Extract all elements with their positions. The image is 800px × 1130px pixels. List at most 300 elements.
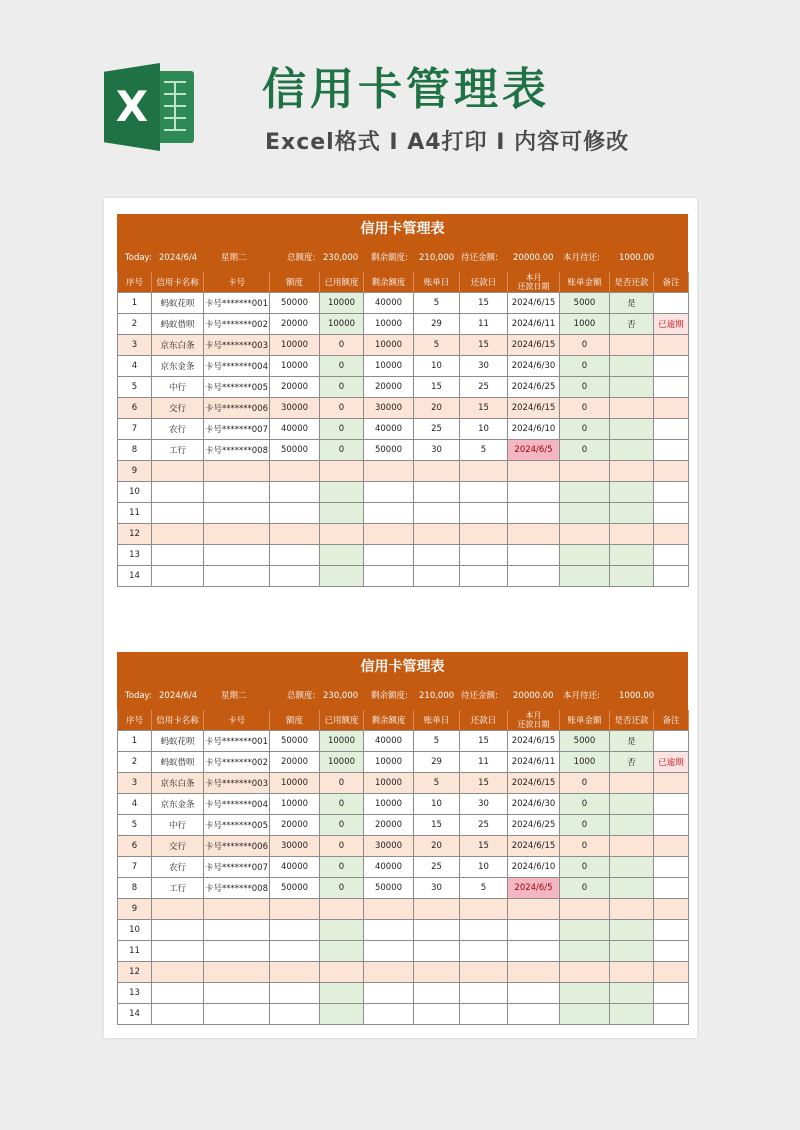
table-cell[interactable] <box>270 566 320 587</box>
table-cell[interactable]: 15 <box>460 836 508 857</box>
table-cell[interactable] <box>508 503 560 524</box>
table-cell[interactable] <box>460 482 508 503</box>
table-cell[interactable] <box>414 983 460 1004</box>
table-cell[interactable]: 卡号*******003 <box>204 773 270 794</box>
row-index-cell[interactable]: 10 <box>118 920 152 941</box>
row-index-cell[interactable]: 6 <box>118 836 152 857</box>
table-cell[interactable]: 0 <box>320 419 364 440</box>
table-cell[interactable] <box>364 545 414 566</box>
table-cell[interactable]: 2024/6/15 <box>508 731 560 752</box>
table-cell[interactable]: 10000 <box>364 794 414 815</box>
row-index-cell[interactable]: 12 <box>118 524 152 545</box>
table-cell[interactable] <box>654 419 689 440</box>
table-cell[interactable]: 30000 <box>364 398 414 419</box>
table-cell[interactable]: 交行 <box>152 398 204 419</box>
table-cell[interactable] <box>610 773 654 794</box>
table-cell[interactable]: 中行 <box>152 815 204 836</box>
table-cell[interactable]: 蚂蚁借呗 <box>152 314 204 335</box>
table-cell[interactable]: 0 <box>560 419 610 440</box>
table-cell[interactable] <box>460 566 508 587</box>
table-cell[interactable] <box>414 962 460 983</box>
table-cell[interactable]: 卡号*******005 <box>204 377 270 398</box>
table-cell[interactable]: 30000 <box>270 398 320 419</box>
row-index-cell[interactable]: 14 <box>118 1004 152 1025</box>
table-cell[interactable] <box>654 1004 689 1025</box>
table-cell[interactable]: 50000 <box>270 293 320 314</box>
row-index-cell[interactable]: 8 <box>118 440 152 461</box>
table-cell[interactable]: 0 <box>320 356 364 377</box>
row-index-cell[interactable]: 8 <box>118 878 152 899</box>
table-cell[interactable]: 1000 <box>560 752 610 773</box>
table-cell[interactable] <box>560 899 610 920</box>
table-cell[interactable] <box>460 503 508 524</box>
table-cell[interactable]: 2024/6/11 <box>508 752 560 773</box>
table-cell[interactable]: 工行 <box>152 440 204 461</box>
table-cell[interactable] <box>654 398 689 419</box>
table-cell[interactable] <box>204 983 270 1004</box>
table-cell[interactable] <box>654 503 689 524</box>
table-cell[interactable] <box>560 920 610 941</box>
table-cell[interactable] <box>414 566 460 587</box>
table-cell[interactable] <box>610 524 654 545</box>
row-index-cell[interactable]: 7 <box>118 419 152 440</box>
table-cell[interactable] <box>610 794 654 815</box>
table-cell[interactable]: 蚂蚁花呗 <box>152 293 204 314</box>
table-cell[interactable]: 2024/6/15 <box>508 836 560 857</box>
table-cell[interactable] <box>414 899 460 920</box>
row-index-cell[interactable]: 14 <box>118 566 152 587</box>
table-cell[interactable] <box>270 482 320 503</box>
table-cell[interactable] <box>270 983 320 1004</box>
table-cell[interactable]: 29 <box>414 314 460 335</box>
table-cell[interactable]: 20000 <box>364 815 414 836</box>
table-cell[interactable] <box>654 545 689 566</box>
table-cell[interactable] <box>414 482 460 503</box>
table-cell[interactable]: 10000 <box>364 773 414 794</box>
table-cell[interactable]: 50000 <box>270 878 320 899</box>
table-cell[interactable] <box>204 545 270 566</box>
row-index-cell[interactable]: 12 <box>118 962 152 983</box>
table-cell[interactable] <box>610 962 654 983</box>
table-cell[interactable] <box>320 920 364 941</box>
row-index-cell[interactable]: 9 <box>118 899 152 920</box>
table-cell[interactable]: 15 <box>460 293 508 314</box>
table-cell[interactable]: 10000 <box>364 752 414 773</box>
table-cell[interactable] <box>320 899 364 920</box>
table-cell[interactable] <box>320 962 364 983</box>
table-cell[interactable] <box>654 293 689 314</box>
table-cell[interactable] <box>270 920 320 941</box>
table-cell[interactable]: 卡号*******008 <box>204 878 270 899</box>
table-cell[interactable] <box>460 545 508 566</box>
table-cell[interactable] <box>364 461 414 482</box>
table-cell[interactable]: 30 <box>414 878 460 899</box>
table-cell[interactable]: 40000 <box>270 419 320 440</box>
table-cell[interactable]: 京东白条 <box>152 773 204 794</box>
table-cell[interactable] <box>320 983 364 1004</box>
table-cell[interactable]: 10000 <box>270 773 320 794</box>
table-cell[interactable]: 40000 <box>364 857 414 878</box>
table-cell[interactable] <box>414 941 460 962</box>
table-cell[interactable]: 2024/6/15 <box>508 773 560 794</box>
table-cell[interactable] <box>204 899 270 920</box>
row-index-cell[interactable]: 3 <box>118 773 152 794</box>
table-cell[interactable]: 卡号*******006 <box>204 398 270 419</box>
table-cell[interactable] <box>364 920 414 941</box>
table-cell[interactable]: 0 <box>320 377 364 398</box>
table-cell[interactable] <box>508 482 560 503</box>
table-cell[interactable]: 20000 <box>270 752 320 773</box>
table-cell[interactable] <box>654 335 689 356</box>
table-cell[interactable]: 30 <box>414 440 460 461</box>
table-cell[interactable] <box>610 419 654 440</box>
table-cell[interactable]: 0 <box>560 794 610 815</box>
table-cell[interactable] <box>364 941 414 962</box>
table-cell[interactable]: 0 <box>320 398 364 419</box>
table-cell[interactable] <box>610 920 654 941</box>
table-cell[interactable] <box>152 941 204 962</box>
table-cell[interactable]: 京东白条 <box>152 335 204 356</box>
table-cell[interactable]: 卡号*******005 <box>204 815 270 836</box>
table-cell[interactable] <box>152 899 204 920</box>
table-cell[interactable]: 5 <box>414 293 460 314</box>
table-cell[interactable] <box>560 503 610 524</box>
table-cell[interactable] <box>508 920 560 941</box>
table-cell[interactable] <box>204 962 270 983</box>
table-cell[interactable]: 10000 <box>320 293 364 314</box>
table-cell[interactable] <box>560 983 610 1004</box>
table-cell[interactable] <box>204 920 270 941</box>
table-cell[interactable] <box>654 794 689 815</box>
table-cell[interactable]: 卡号*******008 <box>204 440 270 461</box>
table-cell[interactable] <box>320 941 364 962</box>
table-cell[interactable] <box>560 1004 610 1025</box>
table-cell[interactable]: 蚂蚁借呗 <box>152 752 204 773</box>
table-cell[interactable]: 交行 <box>152 836 204 857</box>
table-cell[interactable]: 卡号*******002 <box>204 752 270 773</box>
table-cell[interactable] <box>364 1004 414 1025</box>
table-cell[interactable] <box>364 962 414 983</box>
table-cell[interactable]: 20000 <box>270 314 320 335</box>
table-cell[interactable]: 已逾期 <box>654 752 689 773</box>
table-cell[interactable] <box>152 566 204 587</box>
table-cell[interactable]: 5 <box>414 731 460 752</box>
table-cell[interactable] <box>560 545 610 566</box>
table-cell[interactable]: 卡号*******007 <box>204 857 270 878</box>
table-cell[interactable]: 15 <box>414 377 460 398</box>
table-cell[interactable] <box>654 377 689 398</box>
table-cell[interactable] <box>320 503 364 524</box>
table-cell[interactable]: 2024/6/10 <box>508 419 560 440</box>
table-cell[interactable] <box>320 566 364 587</box>
table-cell[interactable] <box>560 566 610 587</box>
table-cell[interactable] <box>610 440 654 461</box>
table-cell[interactable] <box>320 524 364 545</box>
table-cell[interactable] <box>654 482 689 503</box>
table-cell[interactable]: 10000 <box>270 335 320 356</box>
table-cell[interactable] <box>152 461 204 482</box>
table-cell[interactable] <box>460 920 508 941</box>
table-cell[interactable] <box>508 545 560 566</box>
table-cell[interactable] <box>152 983 204 1004</box>
table-cell[interactable]: 工行 <box>152 878 204 899</box>
table-cell[interactable] <box>270 545 320 566</box>
table-cell[interactable] <box>654 836 689 857</box>
table-cell[interactable] <box>460 524 508 545</box>
table-cell[interactable] <box>460 1004 508 1025</box>
table-cell[interactable] <box>610 836 654 857</box>
table-cell[interactable] <box>610 1004 654 1025</box>
table-cell[interactable]: 40000 <box>270 857 320 878</box>
row-index-cell[interactable]: 5 <box>118 815 152 836</box>
table-cell[interactable] <box>560 941 610 962</box>
table-cell[interactable]: 30000 <box>364 836 414 857</box>
table-cell[interactable] <box>610 878 654 899</box>
table-cell[interactable]: 是 <box>610 293 654 314</box>
table-cell[interactable] <box>152 545 204 566</box>
table-cell[interactable] <box>610 377 654 398</box>
table-cell[interactable]: 卡号*******004 <box>204 356 270 377</box>
table-cell[interactable]: 卡号*******002 <box>204 314 270 335</box>
table-cell[interactable]: 2024/6/10 <box>508 857 560 878</box>
table-cell[interactable] <box>270 503 320 524</box>
table-cell[interactable] <box>508 983 560 1004</box>
table-cell[interactable]: 15 <box>460 731 508 752</box>
table-cell[interactable]: 15 <box>460 773 508 794</box>
table-cell[interactable] <box>364 524 414 545</box>
table-cell[interactable]: 50000 <box>364 440 414 461</box>
table-cell[interactable]: 2024/6/15 <box>508 398 560 419</box>
table-cell[interactable] <box>610 857 654 878</box>
table-cell[interactable]: 卡号*******004 <box>204 794 270 815</box>
table-cell[interactable]: 0 <box>560 878 610 899</box>
table-cell[interactable]: 10 <box>460 857 508 878</box>
table-cell[interactable] <box>654 440 689 461</box>
table-cell[interactable]: 29 <box>414 752 460 773</box>
table-cell[interactable]: 农行 <box>152 857 204 878</box>
table-cell[interactable]: 0 <box>560 857 610 878</box>
table-cell[interactable] <box>460 461 508 482</box>
table-cell[interactable]: 25 <box>414 857 460 878</box>
row-index-cell[interactable]: 5 <box>118 377 152 398</box>
table-cell[interactable] <box>654 899 689 920</box>
table-cell[interactable] <box>610 398 654 419</box>
table-cell[interactable] <box>610 335 654 356</box>
table-cell[interactable] <box>508 524 560 545</box>
table-cell[interactable] <box>204 461 270 482</box>
table-cell[interactable] <box>654 920 689 941</box>
table-cell[interactable] <box>508 962 560 983</box>
table-cell[interactable]: 20000 <box>270 815 320 836</box>
table-cell[interactable] <box>610 815 654 836</box>
row-index-cell[interactable]: 11 <box>118 503 152 524</box>
table-cell[interactable]: 10000 <box>320 731 364 752</box>
table-cell[interactable] <box>610 899 654 920</box>
table-cell[interactable] <box>610 482 654 503</box>
table-cell[interactable] <box>204 566 270 587</box>
table-cell[interactable]: 2024/6/25 <box>508 377 560 398</box>
table-cell[interactable]: 15 <box>460 398 508 419</box>
table-cell[interactable] <box>204 482 270 503</box>
table-cell[interactable] <box>152 1004 204 1025</box>
table-cell[interactable]: 卡号*******007 <box>204 419 270 440</box>
table-cell[interactable] <box>270 1004 320 1025</box>
table-cell[interactable] <box>414 1004 460 1025</box>
table-cell[interactable] <box>364 566 414 587</box>
row-index-cell[interactable]: 9 <box>118 461 152 482</box>
table-cell[interactable]: 卡号*******003 <box>204 335 270 356</box>
table-cell[interactable] <box>364 983 414 1004</box>
table-cell[interactable]: 15 <box>460 335 508 356</box>
table-cell[interactable]: 20 <box>414 836 460 857</box>
table-cell[interactable]: 30 <box>460 794 508 815</box>
table-cell[interactable]: 40000 <box>364 731 414 752</box>
table-cell[interactable]: 2024/6/15 <box>508 335 560 356</box>
table-cell[interactable] <box>460 962 508 983</box>
table-cell[interactable] <box>610 545 654 566</box>
table-cell[interactable]: 0 <box>560 440 610 461</box>
table-cell[interactable]: 10000 <box>364 314 414 335</box>
table-cell[interactable] <box>654 962 689 983</box>
table-cell[interactable] <box>654 731 689 752</box>
table-cell[interactable]: 20 <box>414 398 460 419</box>
table-cell[interactable] <box>460 899 508 920</box>
table-cell[interactable]: 0 <box>320 836 364 857</box>
table-cell[interactable] <box>654 857 689 878</box>
table-cell[interactable]: 5 <box>414 773 460 794</box>
table-cell[interactable]: 25 <box>460 815 508 836</box>
table-cell[interactable]: 农行 <box>152 419 204 440</box>
table-cell[interactable] <box>654 356 689 377</box>
table-cell[interactable]: 5 <box>460 878 508 899</box>
table-cell[interactable]: 0 <box>560 815 610 836</box>
table-cell[interactable] <box>414 524 460 545</box>
table-cell[interactable]: 0 <box>560 398 610 419</box>
table-cell[interactable] <box>610 566 654 587</box>
table-cell[interactable]: 10 <box>414 794 460 815</box>
table-cell[interactable] <box>204 503 270 524</box>
table-cell[interactable] <box>460 983 508 1004</box>
table-cell[interactable] <box>364 503 414 524</box>
row-index-cell[interactable]: 3 <box>118 335 152 356</box>
table-cell[interactable]: 0 <box>560 356 610 377</box>
table-cell[interactable]: 10000 <box>364 356 414 377</box>
table-cell[interactable]: 0 <box>560 377 610 398</box>
table-cell[interactable]: 蚂蚁花呗 <box>152 731 204 752</box>
table-cell[interactable]: 京东金条 <box>152 794 204 815</box>
table-cell[interactable] <box>508 899 560 920</box>
table-cell[interactable] <box>654 878 689 899</box>
table-cell[interactable]: 30000 <box>270 836 320 857</box>
table-cell[interactable] <box>152 482 204 503</box>
row-index-cell[interactable]: 4 <box>118 356 152 377</box>
table-cell[interactable] <box>654 941 689 962</box>
table-cell[interactable] <box>152 503 204 524</box>
table-cell[interactable] <box>320 545 364 566</box>
table-cell[interactable] <box>610 503 654 524</box>
table-cell[interactable] <box>320 461 364 482</box>
table-cell[interactable]: 已逾期 <box>654 314 689 335</box>
table-cell[interactable]: 0 <box>560 335 610 356</box>
table-cell[interactable]: 2024/6/11 <box>508 314 560 335</box>
table-cell[interactable] <box>508 461 560 482</box>
table-cell[interactable]: 50000 <box>270 731 320 752</box>
table-cell[interactable]: 50000 <box>364 878 414 899</box>
row-index-cell[interactable]: 7 <box>118 857 152 878</box>
table-cell[interactable]: 卡号*******001 <box>204 731 270 752</box>
table-cell[interactable]: 2024/6/25 <box>508 815 560 836</box>
table-cell[interactable]: 5000 <box>560 293 610 314</box>
table-cell[interactable]: 5000 <box>560 731 610 752</box>
row-index-cell[interactable]: 6 <box>118 398 152 419</box>
table-cell[interactable] <box>320 482 364 503</box>
table-cell[interactable] <box>654 983 689 1004</box>
table-cell[interactable] <box>364 482 414 503</box>
table-cell[interactable]: 10000 <box>320 752 364 773</box>
table-cell[interactable]: 0 <box>320 794 364 815</box>
row-index-cell[interactable]: 13 <box>118 545 152 566</box>
table-cell[interactable]: 5 <box>460 440 508 461</box>
table-cell[interactable]: 50000 <box>270 440 320 461</box>
table-cell[interactable]: 11 <box>460 314 508 335</box>
table-cell[interactable] <box>204 1004 270 1025</box>
row-index-cell[interactable]: 11 <box>118 941 152 962</box>
row-index-cell[interactable]: 1 <box>118 731 152 752</box>
table-cell[interactable]: 中行 <box>152 377 204 398</box>
table-cell[interactable] <box>560 461 610 482</box>
table-cell[interactable] <box>560 482 610 503</box>
table-cell[interactable] <box>270 524 320 545</box>
row-index-cell[interactable]: 1 <box>118 293 152 314</box>
table-cell[interactable] <box>654 524 689 545</box>
table-cell[interactable]: 1000 <box>560 314 610 335</box>
table-cell[interactable] <box>560 962 610 983</box>
table-cell[interactable]: 0 <box>320 878 364 899</box>
table-cell[interactable] <box>204 941 270 962</box>
table-cell[interactable]: 0 <box>320 440 364 461</box>
row-index-cell[interactable]: 13 <box>118 983 152 1004</box>
table-cell[interactable]: 0 <box>320 335 364 356</box>
row-index-cell[interactable]: 2 <box>118 752 152 773</box>
table-cell[interactable]: 是 <box>610 731 654 752</box>
table-cell[interactable] <box>610 356 654 377</box>
table-cell[interactable]: 卡号*******006 <box>204 836 270 857</box>
table-cell[interactable] <box>654 815 689 836</box>
table-cell[interactable] <box>654 773 689 794</box>
table-cell[interactable] <box>508 941 560 962</box>
table-cell[interactable]: 2024/6/30 <box>508 356 560 377</box>
table-cell[interactable]: 否 <box>610 752 654 773</box>
table-cell[interactable]: 10000 <box>364 335 414 356</box>
table-cell[interactable]: 10 <box>460 419 508 440</box>
table-cell[interactable]: 20000 <box>270 377 320 398</box>
table-cell[interactable] <box>508 566 560 587</box>
row-index-cell[interactable]: 2 <box>118 314 152 335</box>
table-cell[interactable] <box>610 983 654 1004</box>
table-cell[interactable]: 0 <box>560 773 610 794</box>
table-cell[interactable]: 否 <box>610 314 654 335</box>
table-cell[interactable] <box>414 545 460 566</box>
table-cell[interactable]: 0 <box>320 773 364 794</box>
table-cell[interactable]: 20000 <box>364 377 414 398</box>
table-cell[interactable] <box>152 524 204 545</box>
table-cell[interactable] <box>508 1004 560 1025</box>
table-cell[interactable]: 卡号*******001 <box>204 293 270 314</box>
table-cell[interactable]: 25 <box>414 419 460 440</box>
table-cell[interactable]: 30 <box>460 356 508 377</box>
table-cell[interactable] <box>460 941 508 962</box>
table-cell[interactable]: 0 <box>320 815 364 836</box>
